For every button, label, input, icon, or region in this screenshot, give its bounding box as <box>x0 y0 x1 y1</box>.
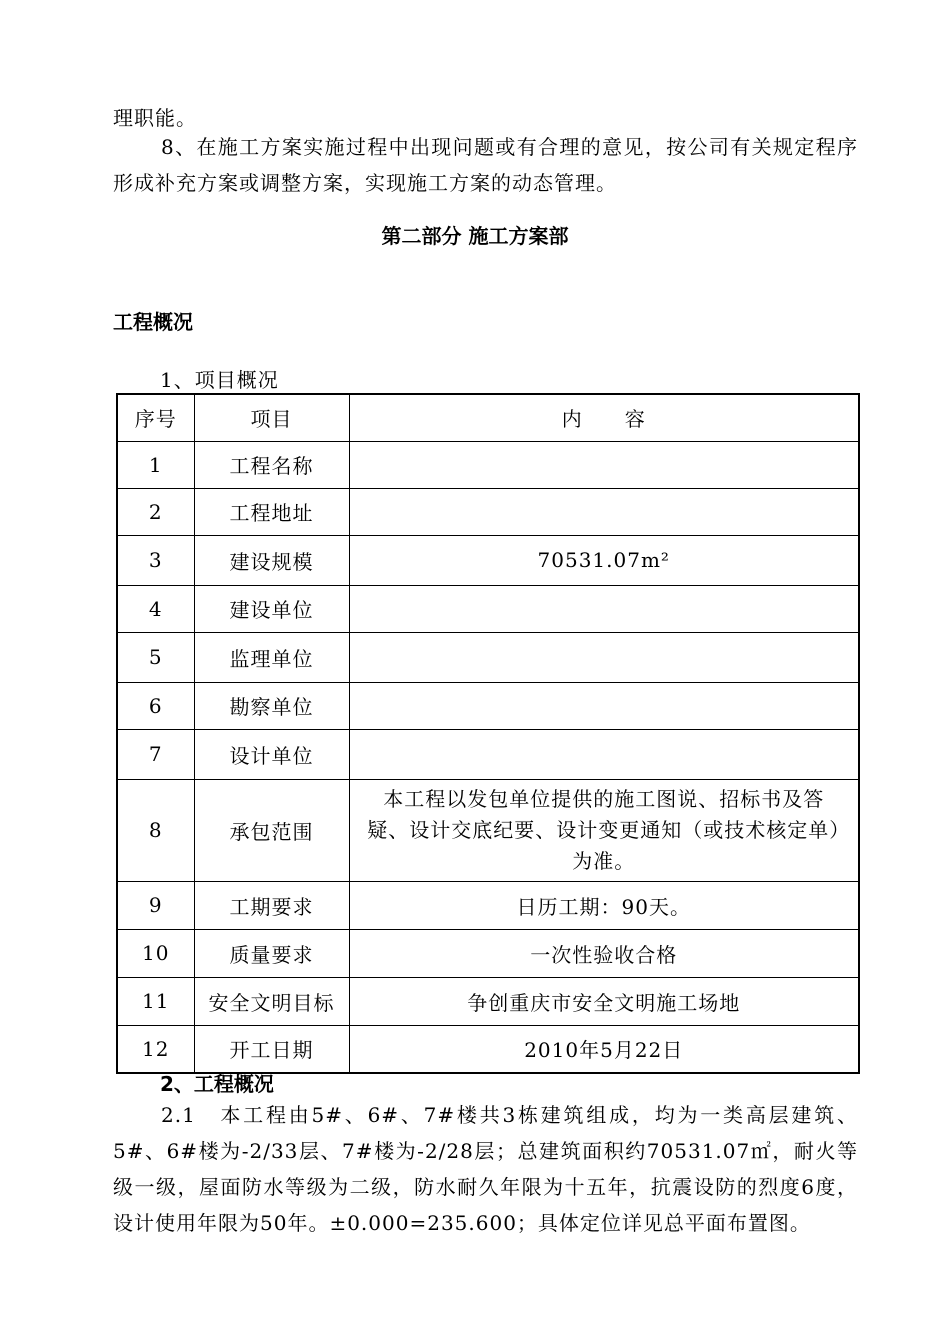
intro-line: 理职能。 <box>113 106 197 130</box>
row-item: 承包范围 <box>194 779 349 881</box>
row-content <box>349 441 859 488</box>
row-content: 争创重庆市安全文明施工场地 <box>349 977 859 1025</box>
table-row <box>117 535 859 585</box>
table-header-row <box>117 394 859 441</box>
row-item: 开工日期 <box>194 1025 349 1073</box>
row-content: 2010年5月22日 <box>349 1025 859 1073</box>
row-item: 工程名称 <box>194 441 349 488</box>
table-row <box>117 779 859 881</box>
row-number: 11 <box>117 977 194 1025</box>
table-row <box>117 929 859 977</box>
table-row <box>117 729 859 779</box>
row-content <box>349 632 859 682</box>
heading-overview: 工程概况 <box>113 310 193 334</box>
table-row <box>117 441 859 488</box>
row-content <box>349 585 859 632</box>
row-number: 7 <box>117 729 194 779</box>
row-item: 工期要求 <box>194 881 349 929</box>
row-content: 一次性验收合格 <box>349 929 859 977</box>
row-number: 2 <box>117 488 194 535</box>
row-item: 安全文明目标 <box>194 977 349 1025</box>
table-row <box>117 977 859 1025</box>
row-number: 3 <box>117 535 194 585</box>
row-content: 日历工期：90天。 <box>349 881 859 929</box>
row-content: 本工程以发包单位提供的施工图说、招标书及答疑、设计交底纪要、设计变更通知（或技术核定单）为准。 <box>349 779 859 881</box>
project-overview-table <box>116 393 860 1074</box>
table-header-cell: 项目 <box>194 394 349 441</box>
section2-heading: 2、工程概况 <box>160 1072 274 1096</box>
section-title: 第二部分 施工方案部 <box>381 224 569 248</box>
row-item: 建设规模 <box>194 535 349 585</box>
row-item: 设计单位 <box>194 729 349 779</box>
table-caption: 1、项目概况 <box>160 368 279 392</box>
table-row <box>117 682 859 729</box>
row-number: 5 <box>117 632 194 682</box>
table-row <box>117 1025 859 1073</box>
row-number: 4 <box>117 585 194 632</box>
table-row <box>117 585 859 632</box>
row-number: 9 <box>117 881 194 929</box>
table-row <box>117 488 859 535</box>
table-header-cell: 序号 <box>117 394 194 441</box>
table-row <box>117 881 859 929</box>
row-number: 1 <box>117 441 194 488</box>
row-content <box>349 682 859 729</box>
row-item: 工程地址 <box>194 488 349 535</box>
row-number: 8 <box>117 779 194 881</box>
section2-paragraph: 2.1 本工程由5#、6#、7#楼共3栋建筑组成，均为一类高层建筑、5#、6#楼为-2/33层、7#楼为-2/28层；总建筑面积约70531.07㎡，耐火等级一级，屋面防水等级为二级，防水耐久年限为十五年，抗震设防的烈度6度，设计使用年限为50年。±0.000=235.600；具体定位详见总平面布置图。 <box>113 1103 858 1235</box>
row-content <box>349 729 859 779</box>
row-item: 建设单位 <box>194 585 349 632</box>
row-item: 勘察单位 <box>194 682 349 729</box>
row-number: 6 <box>117 682 194 729</box>
table-row <box>117 632 859 682</box>
row-number: 12 <box>117 1025 194 1073</box>
row-number: 10 <box>117 929 194 977</box>
row-item: 质量要求 <box>194 929 349 977</box>
row-content <box>349 488 859 535</box>
row-content: 70531.07m² <box>349 535 859 585</box>
table-header-cell: 内 容 <box>349 394 859 441</box>
row-item: 监理单位 <box>194 632 349 682</box>
paragraph-8: 8、在施工方案实施过程中出现问题或有合理的意见，按公司有关规定程序形成补充方案或调整方案，实现施工方案的动态管理。 <box>113 135 858 195</box>
